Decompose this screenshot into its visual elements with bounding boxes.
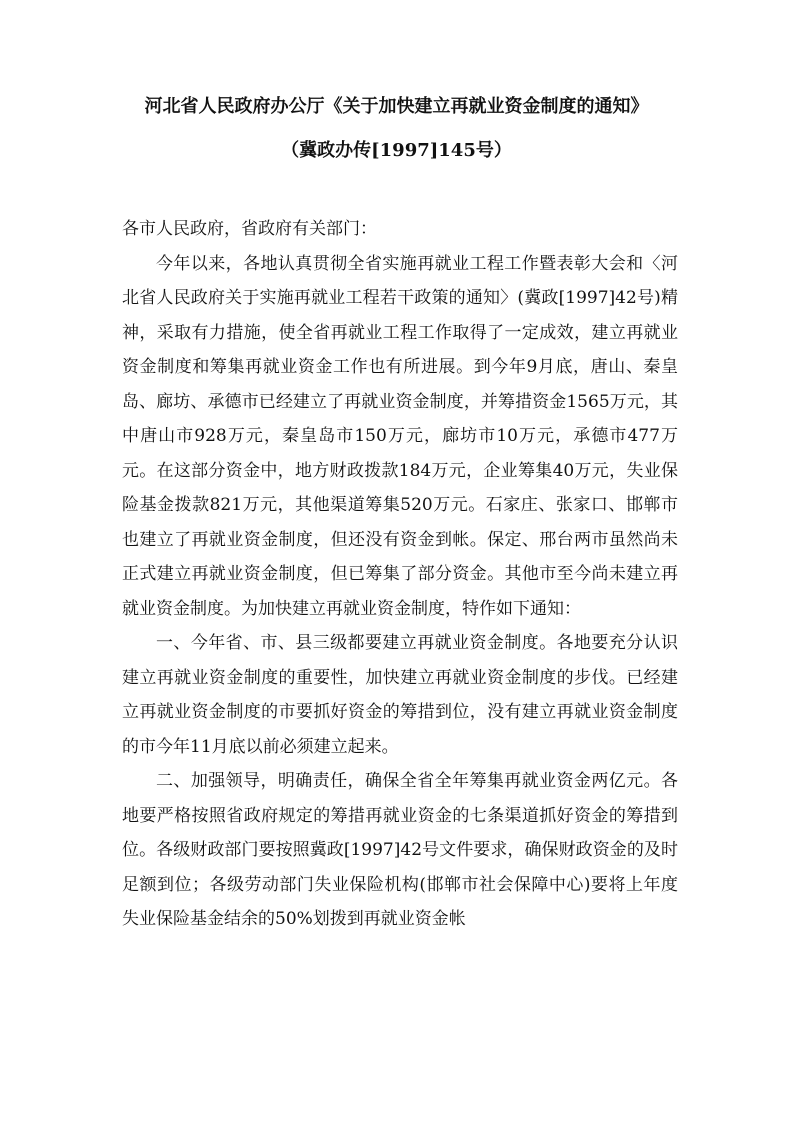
- document-body: [122, 212, 678, 937]
- document-number: （冀政办传[1997]145号）: [281, 140, 512, 161]
- document-title: 河北省人民政府办公厅《关于加快建立再就业资金制度的通知》: [144, 96, 649, 117]
- paragraph-intro: 今年以来，各地认真贯彻全省实施再就业工程工作暨表彰大会和〈河北省人民政府关于实施再就业工程若干政策的通知〉(冀政[1997]42号)精神，采取有力措施，使全省再就业工程工作取得了一定成效，建立再就业资金制度和筹集再就业资金工作也有所进展。到今年9月底，唐山、秦皇岛、廊坊、承德市已经建立了再就业资金制度，并筹措资金1565万元，其中唐山市928万元，秦皇岛市150万元，廊坊市10万元，承德市477万元。在这部分资金中，地方财政拨款184万元，企业筹集40万元，失业保险基金拨款821万元，其他渠道筹集520万元。石家庄、张家口、邯郸市也建立了再就业资金制度，但还没有资金到帐。保定、邢台两市虽然尚未正式建立再就业资金制度，但已筹集了部分资金。其他市至今尚未建立再就业资金制度。为加快建立再就业资金制度，特作如下通知：: [122, 253, 678, 619]
- paragraph-item-1: 一、今年省、市、县三级都要建立再就业资金制度。各地要充分认识建立再就业资金制度的重要性，加快建立再就业资金制度的步伐。已经建立再就业资金制度的市要抓好资金的筹措到位，没有建立再就业资金制度的市今年11月底以前必须建立起来。: [122, 633, 678, 757]
- salutation: 各市人民政府，省政府有关部门：: [122, 219, 377, 239]
- paragraph-item-2: 二、加强领导，明确责任，确保全省全年筹集再就业资金两亿元。各地要严格按照省政府规定的筹措再就业资金的七条渠道抓好资金的筹措到位。各级财政部门要按照冀政[1997]42号文件要求，确保财政资金的及时足额到位；各级劳动部门失业保险机构(邯郸市社会保障中心)要将上年度失业保险基金结余的50%划拨到再就业资金帐: [122, 771, 678, 929]
